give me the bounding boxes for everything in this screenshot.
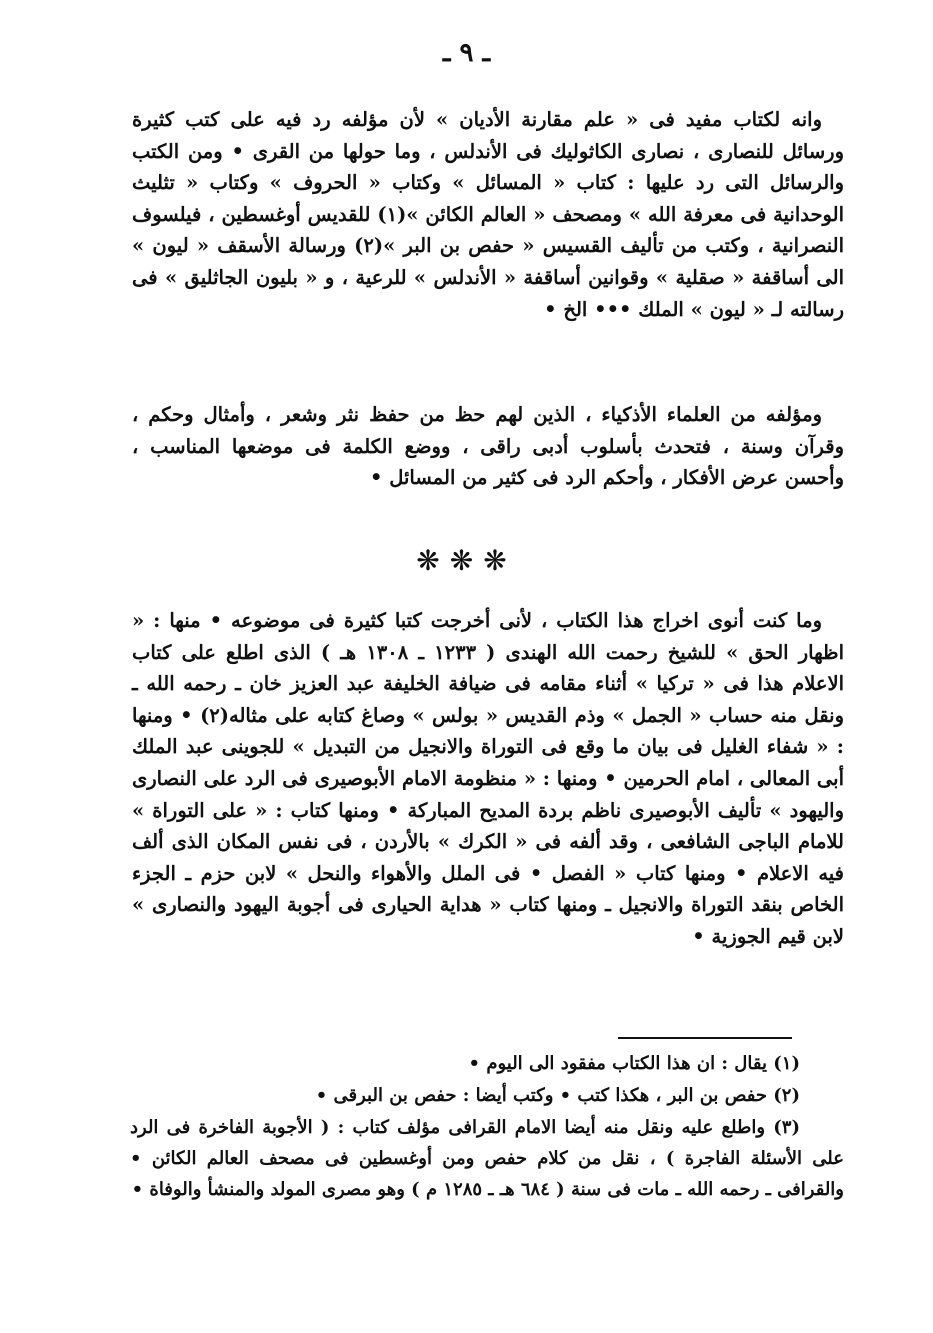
paragraph-3-text: وما كنت أنوى اخراج هذا الكتاب ، لأنى أخرجت كتبا كثيرة فى موضوعه • منها : « اظهار الحق » للشيخ رحمت الله الهندى ( ١٢٣٣ ـ ١٣٠٨ هـ ) الذى اطلع على كتاب الاعلام هذا فى « تركيا » أثناء مقامه فى ضيافة الخليفة عبد العزيز خان ـ رحمه الله ـ ونقل منه حساب « الجمل » وذم القديس « بولس » وصاغ كتابه على مثاله(٢) • ومنها : « شفاء الغليل فى بيان ما وقع فى التوراة والانجيل من التبديل » للجوينى عبد الملك أبى المعالى ، امام الحرمين • ومنها : « منظومة الامام الأبوصيرى فى الرد على النصارى واليهود » تأليف الأبوصيرى ناظم بردة المديح المباركة • ومنها كتاب : « على التوراة » للامام الباجى الشافعى ، وقد ألفه فى « الكرك » بالأردن ، فى نفس المكان الذى ألف فيه الاعلام • ومنها كتاب « الفصل • فى الملل والأهواء والنحل » لابن حزم ـ الجزء الخاص بنقد التوراة والانجيل ـ ومنها كتاب « هداية الحيارى فى أجوبة اليهود والنصارى » لابن قيم الجوزية • (132, 609, 844, 948)
footnote-1-label: (١) (773, 1053, 800, 1074)
paragraph-1-text: وانه لكتاب مفيد فى « علم مقارنة الأديان » لأن مؤلفه رد فيه على كتب كثيرة ورسائل للنصارى ، نصارى الكاثوليك فى الأندلس ، وما حولها من القرى • ومن الكتب والرسائل التى رد عليها : كتاب « المسائل » وكتاب « الحروف » وكتاب « تثليث الوحدانية فى معرفة الله » ومصحف « العالم الكائن »(١) للقديس أوغسطين ، فيلسوف النصرانية ، وكتب من تأليف القسيس « حفص بن البر »(٢) ورسالة الأسقف « ليون » الى أساقفة « صقلية » وقوانين أساقفة « الأندلس » للرعية ، و « بليون الجاثليق » فى رسالته لـ « ليون » الملك ••• الخ • (132, 108, 845, 321)
paragraph-2-text: ومؤلفه من العلماء الأذكياء ، الذين لهم حظ من حفظ نثر وشعر ، وأمثال وحكم ، وقرآن وسنة ، فتحدث بأسلوب أدبى راقى ، ووضع الكلمة فى موضعها المناسب ، وأحسن عرض الأفكار ، وأحكم الرد فى كثير من المسائل • (132, 403, 844, 490)
paragraph-3 (132, 605, 844, 953)
paragraph-1 (132, 104, 844, 325)
footnote-3 (130, 1112, 844, 1205)
footnote-2-text: حفص بن البر ، هكذا كتب • وكتب أيضا : حفص بن البرقى • (315, 1085, 767, 1106)
paragraph-2 (132, 399, 844, 494)
footnote-1 (130, 1048, 844, 1079)
footnote-2 (130, 1080, 844, 1111)
footnote-3-text: واطلع عليه ونقل منه أيضا الامام القرافى مؤلف كتاب : ( الأجوبة الفاخرة فى الرد على الأسئلة الفاجرة ) ، نقل من كلام حفص ومن أوغسطين فى مصحف العالم الكائن • والقرافى ـ رحمه الله ـ مات فى سنة ( ٦٨٤ هـ ـ ١٢٨٥ م ) وهو مصرى المولد والمنشأ والوفاة • (130, 1117, 844, 1200)
section-separator: ❋❋❋ (416, 544, 517, 577)
footnote-3-label: (٣) (773, 1117, 800, 1138)
page-number: ـ ٩ ـ (442, 38, 491, 68)
footnote-1-text: يقال : ان هذا الكتاب مفقود الى اليوم • (468, 1053, 767, 1074)
footnote-2-label: (٢) (773, 1085, 800, 1106)
footnote-divider (618, 1037, 792, 1039)
